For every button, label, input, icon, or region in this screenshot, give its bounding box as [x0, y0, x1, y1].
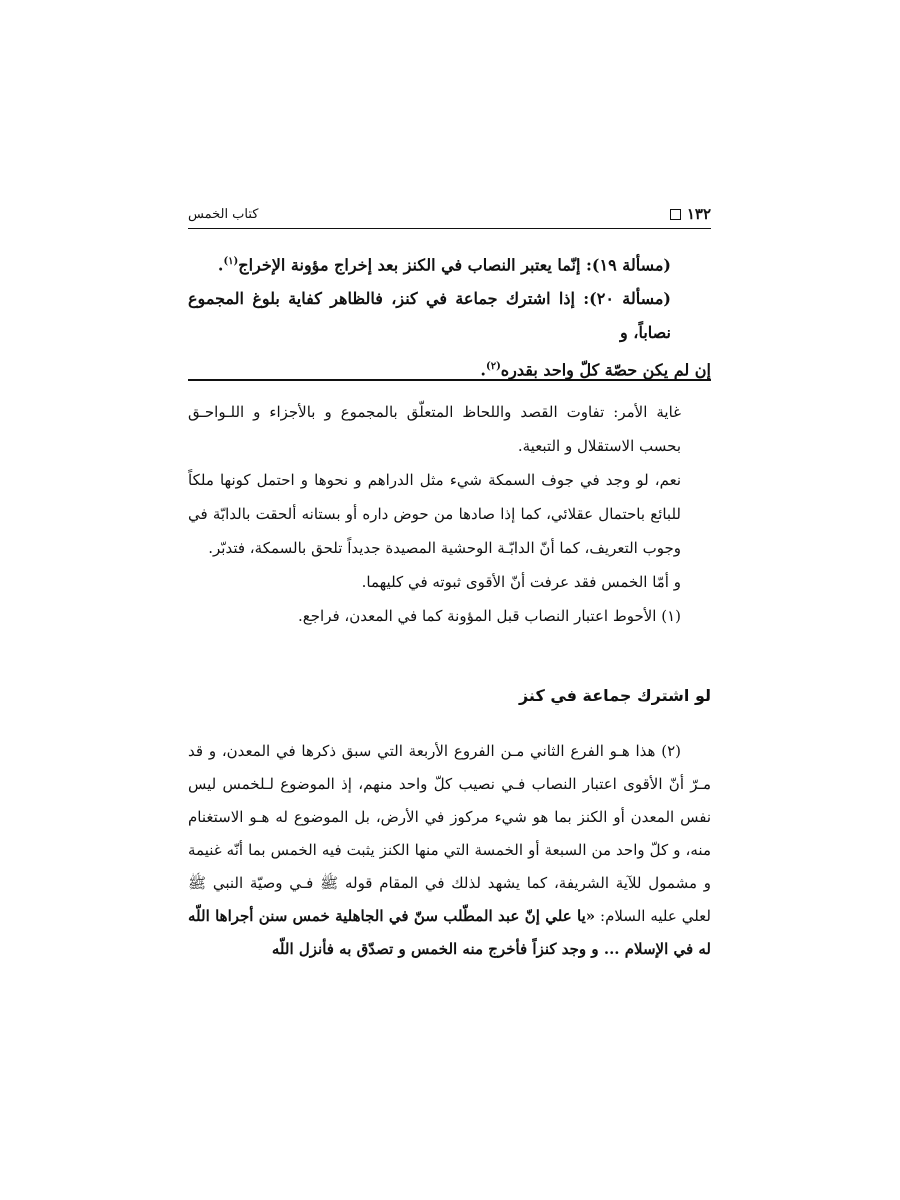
masala-19-text: (مسألة ١٩): إنّما يعتبر النصاب في الكنز بعد إخراج مؤونة الإخراج [238, 255, 671, 275]
masala-20-text: إن لم يكن حصّة كلّ واحد بقدره [500, 360, 711, 380]
page-number [670, 205, 711, 223]
square-icon [670, 209, 681, 220]
masala-20-line1: (مسألة ٢٠): إذا اشترك جماعة في كنز، فالظاهر كفاية بلوغ المجموع نصاباً، و [188, 289, 671, 343]
commentary-paragraph-3: و أمّا الخمس فقد عرفت أنّ الأقوى ثبوته في كليهما. [361, 573, 681, 591]
masail-block [188, 245, 711, 388]
sharh-paragraph [188, 735, 711, 966]
sharh-text: (٢) هذا هـو الفرع الثاني مـن الفروع الأربعة التي سبق ذكرها في المعدن، و قد مـرّ أنّ الأقوى اعتبار النصاب فـي نصيب كلّ واحد منهم، إذ الموضوع لـلخمس ليس نفس المعدن أو الكنز بما هو شيء مركوز في الأرض، بل الموضوع له هـو الاستغنام منه، و كلّ واحد من السبعة أو الخمسة التي منها الكنز يثبت فيه الخمس بما أنّه غنيمة و مشمول للآية الشريفة، كما يشهد لذلك في المقام قوله ﷺ فـي وصيّة النبي ﷺ لعلي عليه السلام: [188, 742, 711, 925]
footnote-divider [188, 379, 711, 381]
page-number-text: ١٣٢ [686, 205, 711, 223]
masala-20-end: . [480, 360, 486, 380]
sharh-block [188, 735, 711, 966]
commentary-paragraph-2: نعم، لو وجد في جوف السمكة شيء مثل الدراهم و نحوها و احتمل كونها ملكاً للبائع باحتمال عقلائي، كما إذا صادها من حوض داره أو بستانه ألحقت بالدابّة في وجوب التعريف، كما أنّ الدابّـة الوحشية المصيدة جديداً تلحق بالسمكة، فتدبّر. [188, 471, 681, 557]
page-header [188, 203, 711, 225]
footnote-ref-2: (٢) [485, 361, 501, 373]
commentary-block [188, 395, 711, 633]
masala-20-line2 [188, 350, 711, 387]
section-heading: لو اشترك جماعة في كنز [518, 686, 711, 705]
hadith-quote: «يا علي إنّ عبد المطّلب سنّ في الجاهلية خمس سنن أجراها اللّه له في الإسلام ... و وجد كنزاً فأخرج منه الخمس و تصدّق به فأنزل اللّه [188, 907, 711, 958]
commentary-paragraph-1: غاية الأمر: تفاوت القصد واللحاظ المتعلّق بالمجموع و بالأجزاء و اللـواحـق بحسب الاستقلال و التبعية. [188, 403, 681, 455]
commentary-footnote-1: (١) الأحوط اعتبار النصاب قبل المؤونة كما في المعدن، فراجع. [298, 607, 681, 625]
running-title: كتاب الخمس [188, 206, 259, 222]
footnote-ref-1: (١) [223, 256, 239, 267]
masala-19-end: . [217, 255, 224, 275]
header-divider [188, 228, 711, 229]
masala-19 [188, 245, 711, 282]
